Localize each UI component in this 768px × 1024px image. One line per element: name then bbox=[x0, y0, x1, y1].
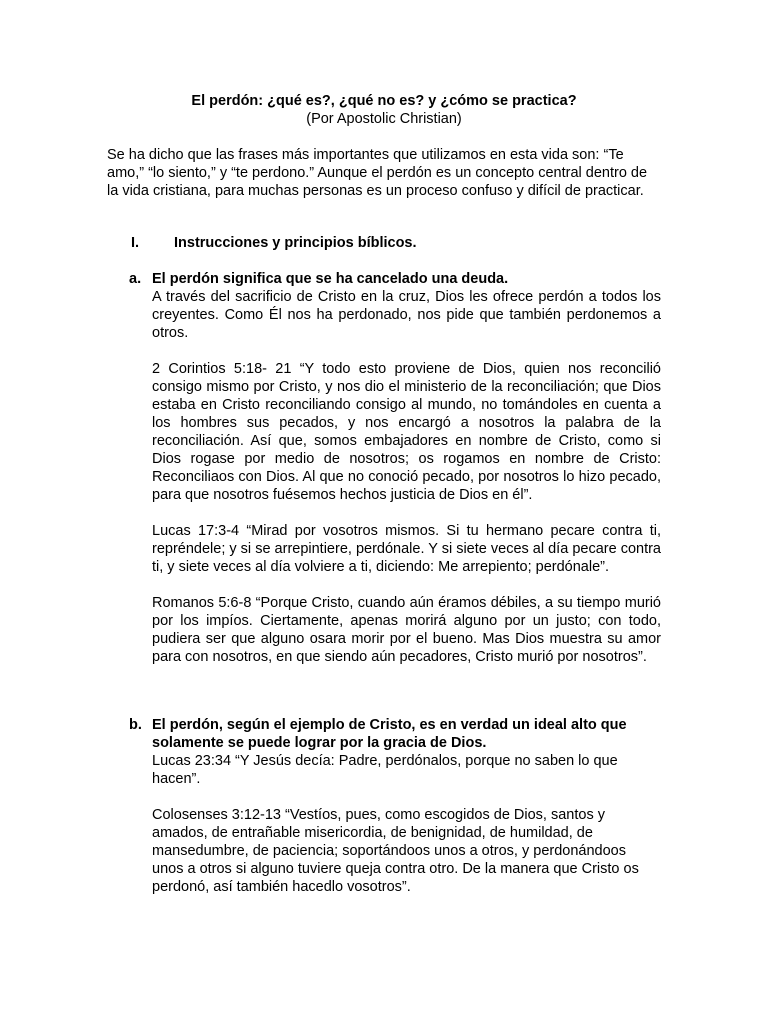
bible-verse: Lucas 17:3-4 “Mirad por vosotros mismos. Si tu hermano pecare contra ti, repréndele; y si se arrepintiere, perdónale. Y si siete veces al día pecare contra ti, y siete veces al día volviere a ti, diciendo: Me arrepiento; perdónale”. bbox=[152, 523, 661, 575]
list-item-letter: b. bbox=[129, 717, 142, 733]
list-item-a bbox=[129, 270, 661, 666]
document-title: El perdón: ¿qué es?, ¿qué no es? y ¿cómo se practica? bbox=[191, 93, 577, 109]
bible-verse: Colosenses 3:12-13 “Vestíos, pues, como escogidos de Dios, santos y amados, de entrañable misericordia, de benignidad, de humildad, de mansedumbre, de paciencia; soportándoos unos a otros, y perdonándoos unos a otros si alguno tuviere queja contra otro. De la manera que Cristo os perdonó, así también hacedlo vosotros”. bbox=[152, 807, 639, 895]
section-title: Instrucciones y principios bíblicos. bbox=[174, 235, 417, 251]
section-number: I. bbox=[131, 235, 140, 251]
list-item-text: Lucas 23:34 “Y Jesús decía: Padre, perdónalos, porque no saben lo que hacen”. bbox=[152, 753, 618, 787]
list-item-heading: El perdón, según el ejemplo de Cristo, es en verdad un ideal alto que solamente se puede lograr por la gracia de Dios. bbox=[152, 717, 627, 751]
list-item-text: A través del sacrificio de Cristo en la cruz, Dios les ofrece perdón a todos los creyentes. Como Él nos ha perdonado, nos pide que también perdonemos a otros. bbox=[152, 289, 661, 341]
bible-verse: 2 Corintios 5:18- 21 “Y todo esto proviene de Dios, quien nos reconcilió consigo mismo por Cristo, y nos dio el ministerio de la reconciliación; que Dios estaba en Cristo reconciliando consigo al mundo, no tomándoles en cuenta a los hombres sus pecados, y nos encargó a nosotros la palabra de la reconciliación. Así que, somos embajadores en nombre de Cristo, como si Dios rogase por medio de nosotros; os rogamos en nombre de Cristo: Reconciliaos con Dios. Al que no conoció pecado, por nosotros lo hizo pecado, para que nosotros fuésemos hechos justicia de Dios en él”. bbox=[152, 361, 661, 503]
document-subtitle: (Por Apostolic Christian) bbox=[306, 111, 462, 127]
list-item-b bbox=[129, 716, 661, 896]
bible-verse: Romanos 5:6-8 “Porque Cristo, cuando aún éramos débiles, a su tiempo murió por los impíos. Ciertamente, apenas morirá alguno por un justo; con todo, pudiera ser que alguno osara morir por el bueno. Mas Dios muestra su amor para con nosotros, en que siendo aún pecadores, Cristo murió por nosotros”. bbox=[152, 595, 661, 665]
intro-paragraph: Se ha dicho que las frases más importantes que utilizamos en esta vida son: “Te amo,” “lo siento,” y “te perdono.” Aunque el perdón es un concepto central dentro de la vida cristiana, para muchas personas es un proceso confuso y difícil de practicar. bbox=[107, 147, 648, 199]
list-item-letter: a. bbox=[129, 271, 142, 287]
list-item-heading: El perdón significa que se ha cancelado una deuda. bbox=[152, 271, 509, 287]
